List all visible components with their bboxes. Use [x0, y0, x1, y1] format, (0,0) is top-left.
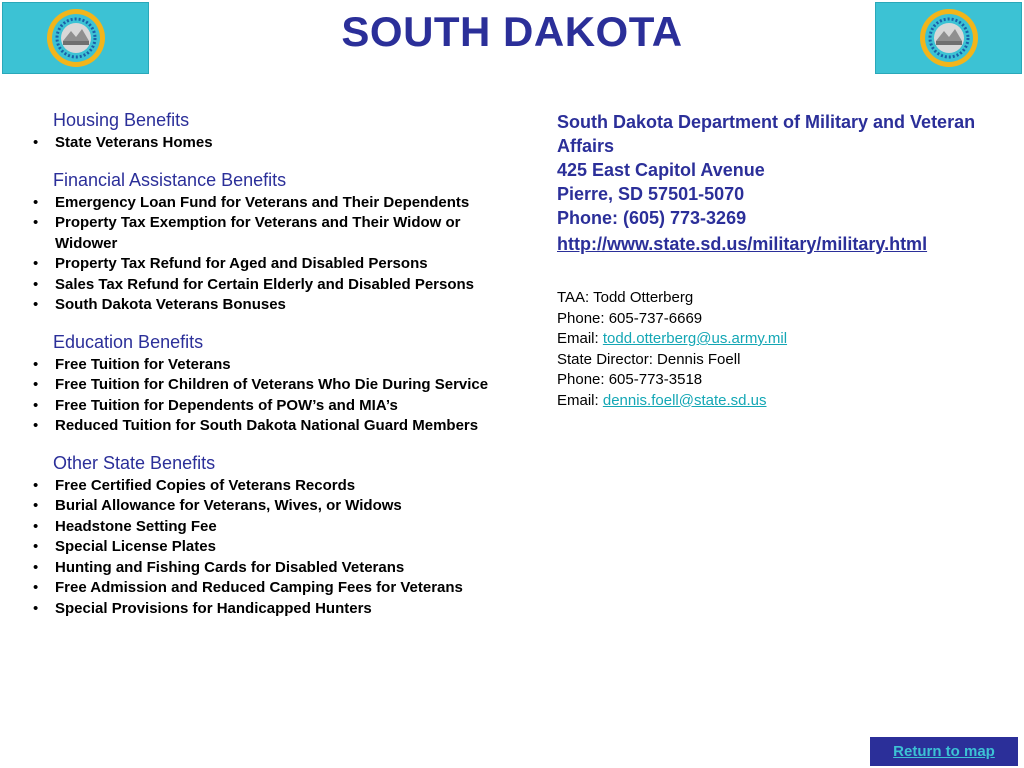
list-item: • State Veterans Homes	[30, 133, 510, 154]
page-title: SOUTH DAKOTA	[341, 8, 683, 55]
section-heading: Other State Benefits	[53, 452, 216, 473]
director-email-link[interactable]: dennis.foell@state.sd.us	[602, 391, 767, 409]
section-heading: Housing Benefits	[53, 110, 190, 130]
list-item: • Sales Tax Refund for Certain Elderly and Disabled Persons	[30, 275, 510, 296]
benefits-list	[30, 110, 510, 635]
email-label: Email:	[557, 391, 599, 409]
director-phone: Phone: 605-773-3518	[557, 371, 703, 388]
list-item: • Burial Allowance for Veterans, Wives, or Widows	[30, 496, 510, 517]
department-address-line2: Pierre, SD 57501-5070	[557, 184, 745, 204]
department-name: South Dakota Department of Military and Veteran Affairs	[557, 112, 976, 156]
list-item: • South Dakota Veterans Bonuses	[30, 295, 510, 316]
section-housing	[30, 110, 510, 154]
list-item: • Free Tuition for Dependents of POW’s and MIA’s	[30, 396, 510, 417]
list-item: • Special License Plates	[30, 537, 510, 558]
contact-block	[557, 288, 1007, 411]
list-item: • Emergency Loan Fund for Veterans and Their Dependents	[30, 193, 510, 214]
list-item: • Free Certified Copies of Veterans Records	[30, 476, 510, 497]
taa-name: TAA: Todd Otterberg	[557, 289, 694, 306]
section-education	[30, 332, 510, 437]
director-name: State Director: Dennis Foell	[557, 350, 741, 368]
section-heading: Education Benefits	[53, 331, 204, 352]
department-phone: Phone: (605) 773-3269	[557, 208, 747, 228]
email-label: Email:	[557, 330, 599, 347]
list-item: • Hunting and Fishing Cards for Disabled Veterans	[30, 558, 510, 579]
list-item: • Reduced Tuition for South Dakota National Guard Members	[30, 416, 510, 437]
taa-email-link[interactable]: todd.otterberg@us.army.mil	[602, 330, 788, 347]
department-address-line1: 425 East Capitol Avenue	[557, 160, 765, 180]
list-item: • Special Provisions for Handicapped Hunters	[30, 599, 510, 620]
list-item: • Headstone Setting Fee	[30, 517, 510, 538]
list-item: • Free Tuition for Veterans	[30, 355, 510, 376]
department-info	[557, 110, 1007, 411]
taa-phone: Phone: 605-737-6669	[557, 309, 703, 327]
return-to-map-button[interactable]: Return to map	[870, 737, 1018, 766]
list-item: • Property Tax Refund for Aged and Disabled Persons	[30, 254, 510, 275]
list-item: • Property Tax Exemption for Veterans and Their Widow or Widower	[30, 213, 510, 254]
section-financial	[30, 170, 510, 316]
taa-email-row	[557, 329, 1007, 350]
director-email-row	[557, 391, 1007, 412]
section-other	[30, 453, 510, 620]
list-item: • Free Admission and Reduced Camping Fees for Veterans	[30, 578, 510, 599]
department-website-link[interactable]: http://www.state.sd.us/military/military.html	[557, 234, 928, 254]
section-heading: Financial Assistance Benefits	[53, 169, 287, 190]
list-item: • Free Tuition for Children of Veterans Who Die During Service	[30, 375, 510, 396]
